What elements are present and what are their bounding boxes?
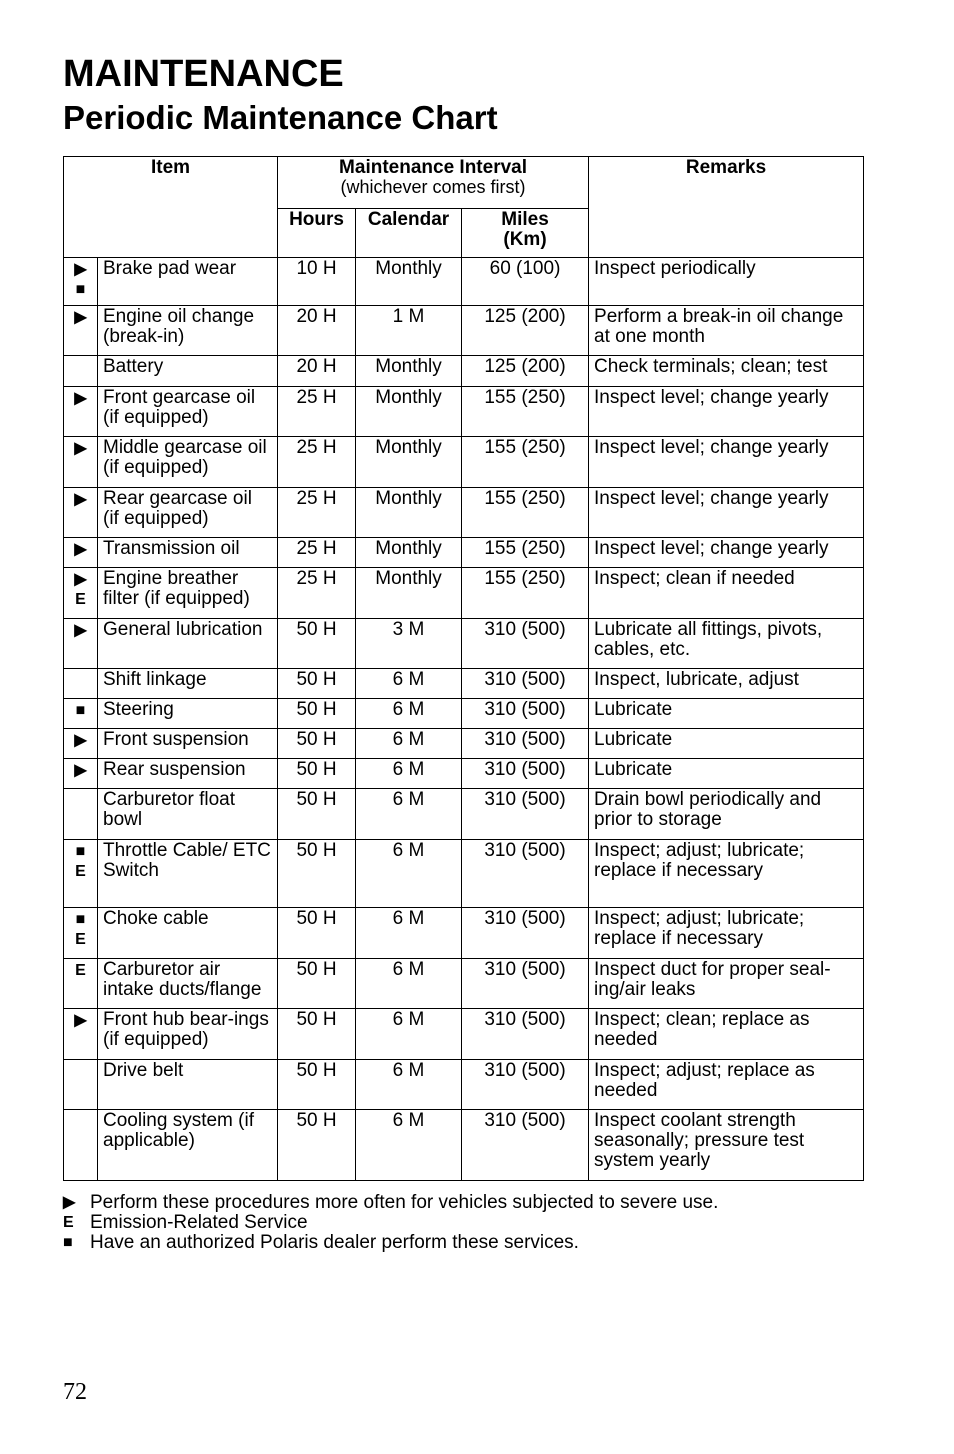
miles-cell: 310 (500) [462, 759, 589, 789]
miles-header: Miles (Km) [462, 209, 589, 258]
table-row [64, 789, 864, 840]
symbol-icon: ▶ [74, 732, 87, 749]
row-symbol [64, 619, 98, 669]
item-cell: Throttle Cable/ ETC Switch [98, 840, 278, 908]
remarks-cell: Lubricate [589, 699, 864, 729]
interval-note: (whichever comes first) [340, 177, 526, 197]
remarks-cell: Inspect level; change yearly [589, 488, 864, 538]
table-row [64, 1110, 864, 1181]
table-row [64, 729, 864, 759]
hours-cell: 25 H [278, 437, 356, 488]
symbol-icon: ▶ [74, 1012, 87, 1029]
row-symbol [64, 729, 98, 759]
hours-cell: 10 H [278, 258, 356, 306]
remarks-cell: Inspect; clean; replace as needed [589, 1009, 864, 1060]
item-cell: Choke cable [98, 908, 278, 959]
calendar-cell: 6 M [356, 908, 462, 959]
hours-cell: 50 H [278, 1060, 356, 1110]
symbol-icon: ▶ [74, 440, 87, 457]
hours-cell: 50 H [278, 619, 356, 669]
calendar-cell: Monthly [356, 356, 462, 387]
remarks-header: Remarks [589, 157, 864, 258]
row-symbol [64, 488, 98, 538]
calendar-cell: 6 M [356, 729, 462, 759]
symbol-icon: ▶ [74, 261, 87, 278]
table-row [64, 356, 864, 387]
miles-cell: 310 (500) [462, 699, 589, 729]
row-symbol [64, 789, 98, 840]
remarks-cell: Drain bowl periodically and prior to storage [589, 789, 864, 840]
miles-cell: 310 (500) [462, 1009, 589, 1060]
row-symbol [64, 568, 98, 619]
calendar-header: Calendar [356, 209, 462, 258]
calendar-cell: Monthly [356, 437, 462, 488]
table-row [64, 1009, 864, 1060]
remarks-cell: Lubricate all fittings, pivots, cables, etc. [589, 619, 864, 669]
symbol-icon: ▶ [74, 622, 87, 639]
hours-cell: 50 H [278, 759, 356, 789]
miles-cell: 310 (500) [462, 840, 589, 908]
symbol-icon: ■ [75, 911, 86, 928]
table-row [64, 669, 864, 699]
miles-cell: 310 (500) [462, 729, 589, 759]
hours-cell: 25 H [278, 568, 356, 619]
item-cell: Battery [98, 356, 278, 387]
interval-header: Maintenance Interval (whichever comes first) [278, 157, 589, 209]
hours-cell: 50 H [278, 840, 356, 908]
dealer-icon: ■ [63, 1234, 73, 1251]
remarks-cell: Inspect duct for proper seal-ing/air leaks [589, 959, 864, 1009]
table-row [64, 306, 864, 356]
legend-item: E Emission-Related Service [63, 1212, 308, 1233]
hours-cell: 50 H [278, 699, 356, 729]
calendar-cell: 6 M [356, 1110, 462, 1181]
item-cell: Engine oil change (break-in) [98, 306, 278, 356]
miles-cell: 310 (500) [462, 789, 589, 840]
calendar-cell: 1 M [356, 306, 462, 356]
remarks-cell: Inspect level; change yearly [589, 538, 864, 568]
item-cell: Front gearcase oil (if equipped) [98, 387, 278, 437]
calendar-cell: Monthly [356, 538, 462, 568]
table-row [64, 258, 864, 306]
row-symbol [64, 908, 98, 959]
calendar-cell: 6 M [356, 1009, 462, 1060]
miles-cell: 155 (250) [462, 538, 589, 568]
item-cell: Brake pad wear [98, 258, 278, 306]
calendar-cell: Monthly [356, 568, 462, 619]
row-symbol [64, 356, 98, 387]
miles-cell: 310 (500) [462, 1060, 589, 1110]
miles-cell: 155 (250) [462, 568, 589, 619]
miles-cell: 310 (500) [462, 908, 589, 959]
symbol-icon: ▶ [74, 541, 87, 558]
page-subtitle: Periodic Maintenance Chart [63, 99, 498, 136]
row-symbol [64, 1060, 98, 1110]
symbol-icon: E [75, 962, 86, 979]
row-symbol [64, 669, 98, 699]
remarks-cell: Inspect level; change yearly [589, 437, 864, 488]
miles-cell: 155 (250) [462, 437, 589, 488]
item-cell: Cooling system (if applicable) [98, 1110, 278, 1181]
calendar-cell: Monthly [356, 387, 462, 437]
row-symbol [64, 538, 98, 568]
symbol-icon: E [75, 863, 86, 880]
row-symbol [64, 759, 98, 789]
miles-cell: 125 (200) [462, 356, 589, 387]
legend-item: ▶ Perform these procedures more often for vehicles subjected to severe use. [63, 1192, 719, 1213]
row-symbol [64, 437, 98, 488]
miles-cell: 310 (500) [462, 1110, 589, 1181]
legend [63, 1193, 718, 1253]
remarks-cell: Inspect, lubricate, adjust [589, 669, 864, 699]
hours-cell: 50 H [278, 729, 356, 759]
table-row [64, 699, 864, 729]
row-symbol [64, 258, 98, 306]
table-row [64, 568, 864, 619]
miles-cell: 310 (500) [462, 959, 589, 1009]
row-symbol [64, 387, 98, 437]
row-symbol [64, 699, 98, 729]
page-title: MAINTENANCE [63, 53, 344, 95]
calendar-cell: 6 M [356, 840, 462, 908]
hours-header: Hours [278, 209, 356, 258]
calendar-cell: Monthly [356, 258, 462, 306]
remarks-cell: Perform a break-in oil change at one month [589, 306, 864, 356]
remarks-cell: Inspect periodically [589, 258, 864, 306]
hours-cell: 25 H [278, 538, 356, 568]
remarks-cell: Inspect; clean if needed [589, 568, 864, 619]
calendar-cell: 6 M [356, 1060, 462, 1110]
item-cell: Middle gearcase oil (if equipped) [98, 437, 278, 488]
symbol-icon: ■ [75, 281, 86, 298]
item-cell: Engine breather filter (if equipped) [98, 568, 278, 619]
legend-item: ■ Have an authorized Polaris dealer perform these services. [63, 1232, 579, 1253]
hours-cell: 50 H [278, 908, 356, 959]
hours-cell: 50 H [278, 1110, 356, 1181]
table-row [64, 488, 864, 538]
miles-cell: 310 (500) [462, 669, 589, 699]
table-row [64, 437, 864, 488]
table-row [64, 538, 864, 568]
symbol-icon: ■ [75, 843, 86, 860]
table-row [64, 959, 864, 1009]
item-cell: Transmission oil [98, 538, 278, 568]
row-symbol [64, 1009, 98, 1060]
maintenance-table [63, 156, 864, 1181]
remarks-cell: Inspect; adjust; lubricate; replace if necessary [589, 908, 864, 959]
item-cell: General lubrication [98, 619, 278, 669]
miles-cell: 60 (100) [462, 258, 589, 306]
remarks-cell: Inspect; adjust; lubricate; replace if necessary [589, 840, 864, 908]
calendar-cell: 6 M [356, 669, 462, 699]
symbol-icon: E [75, 931, 86, 948]
symbol-icon: ▶ [74, 491, 87, 508]
table-row [64, 908, 864, 959]
hours-cell: 50 H [278, 789, 356, 840]
remarks-cell: Check terminals; clean; test [589, 356, 864, 387]
row-symbol [64, 840, 98, 908]
emission-icon: E [63, 1214, 74, 1231]
item-cell: Rear suspension [98, 759, 278, 789]
table-row [64, 840, 864, 908]
item-cell: Drive belt [98, 1060, 278, 1110]
hours-cell: 25 H [278, 488, 356, 538]
item-cell: Steering [98, 699, 278, 729]
remarks-cell: Lubricate [589, 729, 864, 759]
symbol-icon: ▶ [74, 390, 87, 407]
hours-cell: 20 H [278, 306, 356, 356]
calendar-cell: 3 M [356, 619, 462, 669]
row-symbol [64, 1110, 98, 1181]
item-cell: Front suspension [98, 729, 278, 759]
remarks-cell: Inspect coolant strength seasonally; pressure test system yearly [589, 1110, 864, 1181]
page-number: 72 [63, 1379, 87, 1405]
miles-cell: 155 (250) [462, 488, 589, 538]
item-cell: Shift linkage [98, 669, 278, 699]
row-symbol [64, 306, 98, 356]
hours-cell: 20 H [278, 356, 356, 387]
miles-cell: 310 (500) [462, 619, 589, 669]
miles-cell: 155 (250) [462, 387, 589, 437]
symbol-icon: ▶ [74, 762, 87, 779]
remarks-cell: Lubricate [589, 759, 864, 789]
calendar-cell: Monthly [356, 488, 462, 538]
symbol-icon: ■ [75, 702, 86, 719]
row-symbol [64, 959, 98, 1009]
calendar-cell: 6 M [356, 789, 462, 840]
item-cell: Rear gearcase oil (if equipped) [98, 488, 278, 538]
remarks-cell: Inspect level; change yearly [589, 387, 864, 437]
item-cell: Carburetor air intake ducts/flange [98, 959, 278, 1009]
hours-cell: 50 H [278, 669, 356, 699]
item-header: Item [64, 157, 278, 258]
table-row [64, 759, 864, 789]
item-cell: Front hub bear-ings (if equipped) [98, 1009, 278, 1060]
hours-cell: 25 H [278, 387, 356, 437]
remarks-cell: Inspect; adjust; replace as needed [589, 1060, 864, 1110]
table-row [64, 619, 864, 669]
item-cell: Carburetor float bowl [98, 789, 278, 840]
calendar-cell: 6 M [356, 759, 462, 789]
symbol-icon: E [75, 591, 86, 608]
table-row [64, 387, 864, 437]
calendar-cell: 6 M [356, 959, 462, 1009]
calendar-cell: 6 M [356, 699, 462, 729]
hours-cell: 50 H [278, 1009, 356, 1060]
table-row [64, 1060, 864, 1110]
miles-cell: 125 (200) [462, 306, 589, 356]
severe-use-icon: ▶ [63, 1194, 76, 1211]
hours-cell: 50 H [278, 959, 356, 1009]
symbol-icon: ▶ [74, 309, 87, 326]
symbol-icon: ▶ [74, 571, 87, 588]
